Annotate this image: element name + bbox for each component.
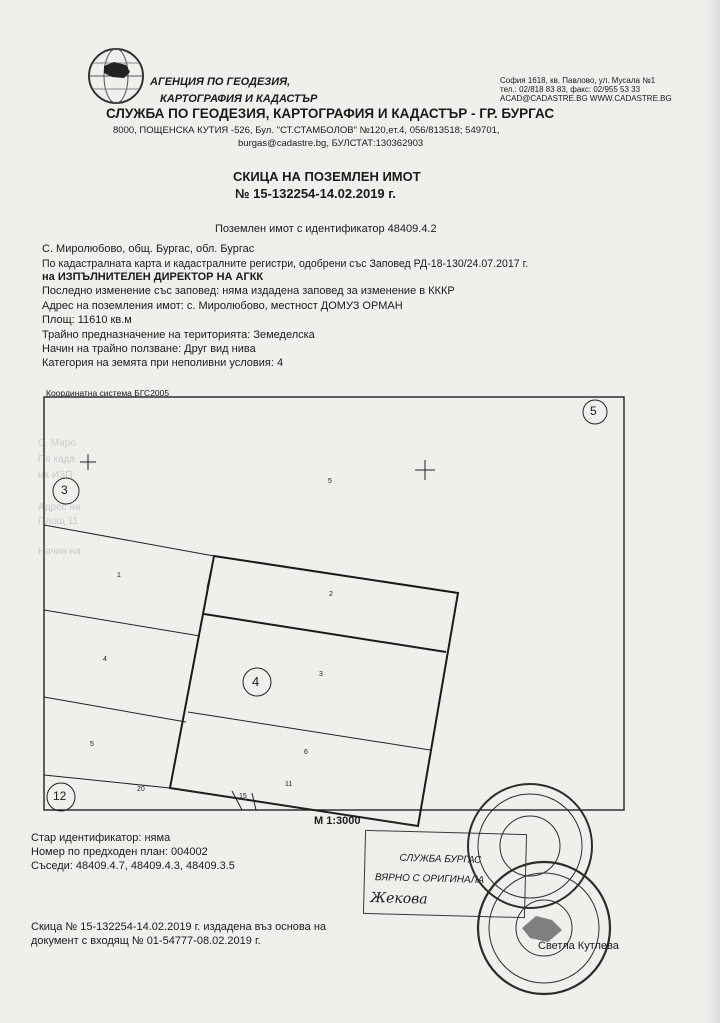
- parcel-label: 5: [328, 478, 332, 485]
- parcel-label: 20: [137, 786, 145, 793]
- svg-text:Площ 11: Площ 11: [38, 516, 79, 527]
- circled-label-12: 12: [53, 789, 67, 803]
- circled-label-3: 3: [61, 483, 68, 497]
- sofia-address: София 1618, кв. Павлово, ул. Мусала №1: [500, 76, 656, 85]
- issued-line2: документ с входящ № 01-54777-08.02.2019 г.: [31, 935, 261, 947]
- map-frame: [44, 397, 624, 810]
- address-line: Адрес на поземления имот: с. Миролюбово, местност ДОМУЗ ОРМАН: [42, 300, 403, 312]
- svg-text:С. Миро: С. Миро: [38, 438, 76, 449]
- parcel-label: 1: [117, 572, 121, 579]
- location-line: С. Миролюбово, общ. Бургас, обл. Бургас: [42, 243, 255, 255]
- parcel-label: 6: [304, 749, 308, 756]
- svg-text:Адрес на: Адрес на: [38, 502, 81, 513]
- round-seal: [452, 778, 622, 1018]
- signer-name: Светла Кутлева: [538, 940, 619, 952]
- parcel-label: 2: [329, 591, 333, 598]
- crosshair-icon: [80, 454, 435, 480]
- boundary-3-6: [188, 712, 430, 750]
- parcel-label: 3: [319, 671, 323, 678]
- sketch-title: СКИЦА НА ПОЗЕМЛЕН ИМОТ: [233, 169, 421, 184]
- parcel-48409-4-2: [170, 556, 458, 826]
- address-line2: burgas@cadastre.bg, БУЛСТАТ:130362903: [238, 138, 424, 149]
- area-line: Площ: 11610 кв.м: [42, 314, 132, 326]
- property-identifier: Поземлен имот с идентификатор 48409.4.2: [215, 223, 437, 235]
- category-line: Категория на земята при неполивни условия: 4: [42, 357, 284, 369]
- parcel-label: 11: [285, 781, 293, 788]
- address-line1: 8000, ПОЩЕНСКА КУТИЯ -526, Бул. "СТ.СТАМБОЛОВ" №120,ет.4, 056/813518; 549701,: [113, 125, 500, 136]
- parcel-label: 5: [90, 741, 94, 748]
- stamp-certified: ВЯРНО С ОРИГИНАЛА: [374, 872, 485, 887]
- old-identifier: Стар идентификатор: няма: [31, 832, 171, 844]
- approval-line2: на ИЗПЪЛНИТЕЛЕН ДИРЕКТОР НА АГКК: [42, 271, 264, 283]
- last-change-line: Последно изменение със заповед: няма издадена заповед за изменение в КККР: [42, 285, 455, 297]
- agency-line2: КАРТОГРАФИЯ И КАДАСТЪР: [160, 93, 318, 105]
- purpose-line: Трайно предназначение на територията: Земеделска: [42, 329, 315, 341]
- stamp-service: СЛУЖБА БУРГАС: [399, 852, 482, 866]
- circled-label-5: 5: [590, 404, 597, 418]
- sketch-number: № 15-132254-14.02.2019 г.: [235, 186, 397, 201]
- service-line: СЛУЖБА ПО ГЕОДЕЗИЯ, КАРТОГРАФИЯ И КАДАСТЪР - ГР. БУРГАС: [106, 106, 555, 121]
- approval-line1: По кадастралната карта и кадастралните регистри, одобрени със Заповед РД-18-130/24.07.2017 г.: [42, 258, 529, 270]
- issued-line1: Скица № 15-132254-14.02.2019 г. издадена въз основа на: [31, 921, 327, 933]
- parcel-label: 15: [239, 793, 247, 800]
- parcel-label: 4: [103, 656, 107, 663]
- usage-line: Начин на трайно ползване: Друг вид нива: [42, 343, 256, 355]
- coordinate-system: Координатна система БГС2005: [46, 388, 170, 398]
- sofia-phone: тел.: 02/818 83 83, факс: 02/955 53 33: [500, 85, 641, 94]
- svg-text:По када: По када: [38, 454, 76, 465]
- scan-edge-shadow: [706, 0, 720, 1023]
- circled-label-4: 4: [252, 674, 260, 689]
- svg-text:на ИЗП: на ИЗП: [38, 470, 73, 481]
- map-scale: М 1:3000: [314, 815, 361, 827]
- stamp-signature: Жекова: [370, 890, 428, 908]
- agency-line1: АГЕНЦИЯ ПО ГЕОДЕЗИЯ,: [150, 76, 291, 88]
- boundary-2-3: [204, 614, 446, 652]
- sofia-web: ACAD@CADASTRE.BG WWW.CADASTRE.BG: [500, 94, 672, 103]
- neighbours: Съседи: 48409.4.7, 48409.4.3, 48409.3.5: [31, 860, 235, 872]
- old-plan-number: Номер по предходен план: 004002: [31, 846, 208, 858]
- svg-text:Начин на: Начин на: [38, 546, 81, 557]
